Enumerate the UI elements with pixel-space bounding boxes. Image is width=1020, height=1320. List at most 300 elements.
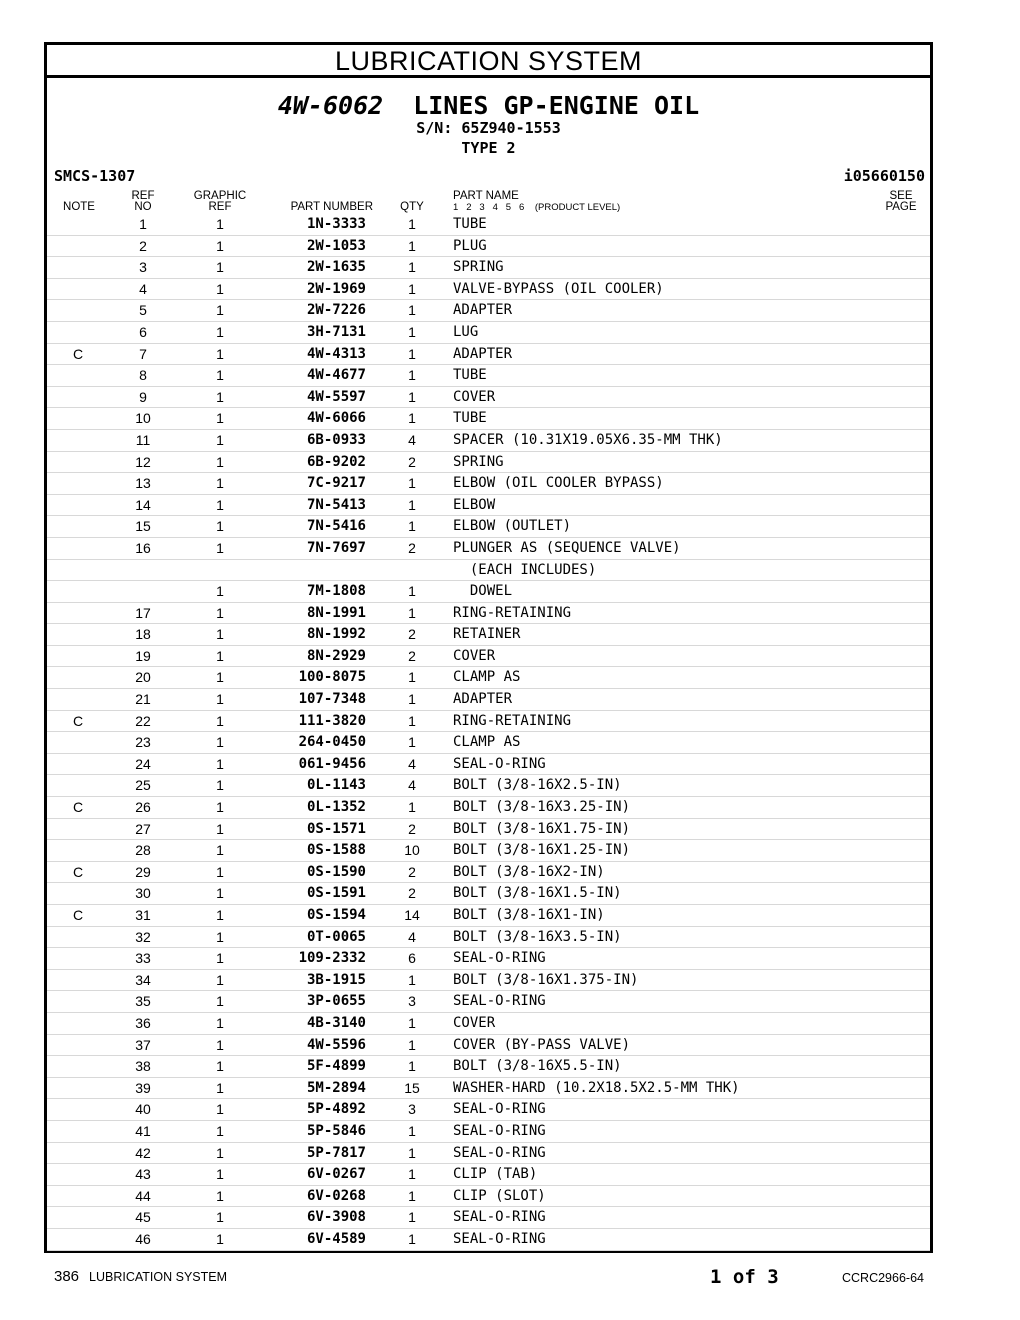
row-graphic-ref: 1 [216,1036,224,1053]
header-graphic-bottom: REF [208,201,232,213]
row-graphic-ref: 1 [216,280,224,297]
table-row [47,775,930,797]
row-qty: 2 [408,885,416,902]
row-part-number: 6V-3908 [306,1209,366,1226]
footer-doc-code: CCRC2966-64 [842,1271,924,1285]
row-ref-no: 39 [135,1079,151,1096]
row-ref-no: 42 [135,1144,151,1161]
row-part-number: 4W-5597 [306,388,366,405]
row-qty: 4 [408,755,416,772]
row-ref-no: 43 [135,1166,151,1183]
row-note: C [72,345,84,362]
row-qty: 1 [408,475,416,492]
table-row [47,1121,930,1143]
row-qty: 1 [408,1014,416,1031]
row-graphic-ref: 1 [216,1058,224,1075]
table-row [47,1078,930,1100]
row-graphic-ref: 1 [216,626,224,643]
table-row [47,905,930,927]
row-qty: 1 [408,604,416,621]
table-row [47,927,930,949]
row-ref-no: 12 [135,453,151,470]
row-qty: 1 [408,691,416,708]
row-ref-no: 18 [135,626,151,643]
row-part-number: 7N-5413 [306,496,366,513]
row-ref-no: 10 [135,410,151,427]
table-row [47,1035,930,1057]
header-part-name: PART NAME [453,190,519,202]
header-see-top: SEE [889,190,913,202]
row-part-name: ELBOW [453,496,496,513]
row-part-number: 6V-0268 [306,1187,366,1204]
row-qty: 1 [408,518,416,535]
row-graphic-ref: 1 [216,237,224,254]
row-ref-no: 6 [139,323,147,340]
row-ref-no: 32 [135,928,151,945]
row-graphic-ref: 1 [216,539,224,556]
table-row [47,214,930,236]
table-row [47,819,930,841]
table-row [47,516,930,538]
row-ref-no: 34 [135,971,151,988]
table-row [47,711,930,733]
table-row [47,948,930,970]
row-graphic-ref: 1 [216,302,224,319]
row-qty: 2 [408,539,416,556]
row-qty: 1 [408,280,416,297]
row-graphic-ref: 1 [216,216,224,232]
row-qty: 1 [408,1166,416,1183]
row-part-name: BOLT (3/8-16X2.5-IN) [453,777,622,794]
row-qty: 2 [408,820,416,837]
table-row [47,1207,930,1229]
row-graphic-ref: 1 [216,1187,224,1204]
row-part-number: 3H-7131 [306,323,366,340]
row-qty: 1 [408,345,416,362]
row-qty: 1 [408,712,416,729]
row-part-name: SPRING [453,453,504,470]
row-qty: 1 [408,1144,416,1161]
row-qty: 1 [408,302,416,319]
row-graphic-ref: 1 [216,604,224,621]
row-graphic-ref: 1 [216,928,224,945]
row-graphic-ref: 1 [216,712,224,729]
row-part-number: 7N-7697 [306,539,366,556]
row-part-number: 0S-1590 [306,863,366,880]
table-row [47,624,930,646]
row-part-number: 8N-1991 [306,604,366,621]
row-part-name: VALVE-BYPASS (OIL COOLER) [453,280,664,297]
row-part-name: PLUG [453,237,487,254]
table-row [47,430,930,452]
section-title: LUBRICATION SYSTEM [47,45,930,78]
row-part-number: 100-8075 [298,669,366,686]
row-ref-no: 37 [135,1036,151,1053]
row-graphic-ref: 1 [216,755,224,772]
table-row [47,991,930,1013]
row-ref-no: 25 [135,777,151,794]
table-row [47,862,930,884]
smcs-code: SMCS-1307 [54,167,136,185]
table-row [47,754,930,776]
row-ref-no: 28 [135,842,151,859]
header-graphic-top: GRAPHIC [193,190,247,202]
row-part-name: (EACH INCLUDES) [453,561,597,578]
row-part-number: 1N-3333 [306,216,366,232]
row-part-name: SEAL-O-RING [453,1101,546,1118]
row-part-number: 8N-1992 [306,626,366,643]
row-part-number: 0S-1591 [306,885,366,902]
row-ref-no: 33 [135,950,151,967]
table-row [47,236,930,258]
row-ref-no: 41 [135,1122,151,1139]
header-ref-bottom: NO [134,201,152,213]
row-part-number: 111-3820 [298,712,366,729]
serial-number: S/N: 65Z940-1553 [416,119,561,137]
row-part-number: 4W-4313 [306,345,366,362]
row-ref-no: 30 [135,885,151,902]
row-part-name: TUBE [453,216,487,232]
row-qty: 14 [404,907,420,923]
row-qty: 2 [408,647,416,664]
row-part-name: COVER [453,388,496,405]
table-row [47,408,930,430]
row-part-name: SEAL-O-RING [453,1122,546,1139]
row-graphic-ref: 1 [216,388,224,405]
row-ref-no: 14 [135,496,151,513]
row-part-number: 2W-1053 [306,237,366,254]
row-qty: 1 [408,1036,416,1053]
table-row [47,1056,930,1078]
row-part-number: 4B-3140 [306,1014,366,1031]
row-qty: 3 [408,1101,416,1118]
row-qty: 3 [408,993,416,1010]
row-ref-no: 24 [135,755,151,772]
row-part-number: 061-9456 [298,755,366,772]
row-qty: 2 [408,626,416,643]
row-qty: 4 [408,777,416,794]
row-ref-no: 11 [135,431,151,448]
row-part-number: 0S-1588 [306,842,366,859]
row-ref-no: 29 [135,863,151,880]
table-row [47,667,930,689]
row-graphic-ref: 1 [216,863,224,880]
table-row [47,322,930,344]
row-part-name: CLAMP AS [453,734,521,751]
row-part-name: SEAL-O-RING [453,1209,546,1226]
row-part-name: BOLT (3/8-16X1.75-IN) [453,820,631,837]
row-part-number: 4W-5596 [306,1036,366,1053]
row-part-name: SPRING [453,259,504,276]
table-row [47,1099,930,1121]
header-ref-top: REF [131,190,155,202]
table-row [47,689,930,711]
row-part-name: COVER [453,647,496,664]
table-row [47,1013,930,1035]
row-part-number: 2W-1969 [306,280,366,297]
row-qty: 6 [408,950,416,967]
row-graphic-ref: 1 [216,431,224,448]
table-row [47,883,930,905]
row-graphic-ref: 1 [216,820,224,837]
header-qty: QTY [400,201,424,213]
header-note: NOTE [63,201,95,213]
header-graphic [187,191,253,213]
row-part-name: BOLT (3/8-16X3.5-IN) [453,928,622,945]
row-qty: 1 [408,410,416,427]
table-row [47,646,930,668]
row-ref-no: 13 [135,475,151,492]
row-ref-no: 35 [135,993,151,1010]
row-graphic-ref: 1 [216,453,224,470]
row-ref-no: 40 [135,1101,151,1118]
row-qty: 1 [408,496,416,513]
row-graphic-ref: 1 [216,907,224,923]
table-row [47,732,930,754]
table-row [47,279,930,301]
row-graphic-ref: 1 [216,1230,224,1247]
row-graphic-ref: 1 [216,777,224,794]
row-part-name: SEAL-O-RING [453,755,546,772]
row-part-number: 0L-1143 [306,777,366,794]
row-part-number: 8N-2929 [306,647,366,664]
table-row [47,365,930,387]
row-part-number: 3P-0655 [306,993,366,1010]
row-ref-no: 4 [139,280,147,297]
row-qty: 2 [408,453,416,470]
table-row [47,257,930,279]
row-part-number: 264-0450 [298,734,366,751]
row-part-name: WASHER-HARD (10.2X18.5X2.5-MM THK) [453,1079,740,1096]
footer-left [54,1268,227,1285]
row-ref-no: 46 [135,1230,151,1247]
row-qty: 1 [408,971,416,988]
row-part-name: TUBE [453,367,487,384]
table-row [47,452,930,474]
row-part-name: RING-RETAINING [453,712,572,729]
parts-list [47,214,930,1251]
row-part-number: 2W-1635 [306,259,366,276]
row-ref-no: 9 [139,388,147,405]
table-row [47,1186,930,1208]
group-heading [47,91,930,120]
row-part-name: CLIP (SLOT) [453,1187,546,1204]
row-graphic-ref: 1 [216,1122,224,1139]
row-part-number: 109-2332 [298,950,366,967]
table-row [47,797,930,819]
row-part-name: BOLT (3/8-16X1.375-IN) [453,971,639,988]
row-part-name: BOLT (3/8-16X1-IN) [453,907,605,923]
row-qty: 1 [408,669,416,686]
table-row [47,1229,930,1251]
row-graphic-ref: 1 [216,583,224,600]
row-part-name: TUBE [453,410,487,427]
row-note: C [72,712,84,729]
row-note: C [72,863,84,880]
row-part-name: COVER (BY-PASS VALVE) [453,1036,631,1053]
row-part-number: 5M-2894 [306,1079,366,1096]
row-graphic-ref: 1 [216,518,224,535]
row-ref-no: 45 [135,1209,151,1226]
row-qty: 1 [408,1122,416,1139]
row-qty: 1 [408,1230,416,1247]
row-graphic-ref: 1 [216,367,224,384]
row-part-number: 5P-5846 [306,1122,366,1139]
table-row [47,1164,930,1186]
row-part-name: SEAL-O-RING [453,993,546,1010]
row-part-number: 7M-1808 [306,583,366,600]
table-row [47,603,930,625]
table-row [47,387,930,409]
row-part-number: 0S-1594 [306,907,366,923]
footer-page-of: 1 of 3 [710,1266,779,1288]
row-graphic-ref: 1 [216,1101,224,1118]
row-part-name: SPACER (10.31X19.05X6.35-MM THK) [453,431,723,448]
row-part-number: 4W-4677 [306,367,366,384]
illustration-id: i05660150 [843,167,925,185]
row-part-name: SEAL-O-RING [453,950,546,967]
row-graphic-ref: 1 [216,647,224,664]
group-number: 4W-6062 [277,91,384,120]
row-part-name: BOLT (3/8-16X5.5-IN) [453,1058,622,1075]
row-graphic-ref: 1 [216,669,224,686]
table-row [47,1143,930,1165]
row-part-number: 6V-0267 [306,1166,366,1183]
row-part-name: DOWEL [453,583,513,600]
row-qty: 1 [408,799,416,816]
type-label: TYPE 2 [461,139,516,157]
row-qty: 1 [408,1058,416,1075]
row-part-name: RING-RETAINING [453,604,572,621]
table-row [47,970,930,992]
header-part-number: PART NUMBER [290,201,373,213]
row-part-name: ELBOW (OIL COOLER BYPASS) [453,475,664,492]
row-ref-no: 17 [135,604,151,621]
row-part-name: CLIP (TAB) [453,1166,538,1183]
row-part-name: SEAL-O-RING [453,1144,546,1161]
row-ref-no: 5 [139,302,147,319]
row-graphic-ref: 1 [216,971,224,988]
row-graphic-ref: 1 [216,496,224,513]
row-qty: 1 [408,388,416,405]
row-qty: 10 [404,842,420,859]
row-graphic-ref: 1 [216,799,224,816]
row-note: C [72,799,84,816]
row-part-name: COVER [453,1014,496,1031]
row-part-number: 7N-5416 [306,518,366,535]
row-ref-no: 22 [135,712,151,729]
row-part-number: 7C-9217 [306,475,366,492]
table-row [47,581,930,603]
row-ref-no: 1 [139,216,147,232]
row-part-number: 6B-9202 [306,453,366,470]
row-part-name: ADAPTER [453,345,513,362]
row-graphic-ref: 1 [216,410,224,427]
row-ref-no: 7 [139,345,147,362]
row-qty: 1 [408,1187,416,1204]
row-part-number: 5P-4892 [306,1101,366,1118]
footer-section: LUBRICATION SYSTEM [89,1270,228,1284]
row-graphic-ref: 1 [216,1166,224,1183]
row-ref-no: 8 [139,367,147,384]
row-part-name: RETAINER [453,626,521,643]
row-qty: 1 [408,323,416,340]
row-ref-no: 27 [135,820,151,837]
table-row [47,560,930,582]
row-ref-no: 16 [135,539,151,556]
row-ref-no: 3 [139,259,147,276]
row-part-number: 4W-6066 [306,410,366,427]
row-part-number: 0L-1352 [306,799,366,816]
row-qty: 1 [408,734,416,751]
group-name: LINES GP-ENGINE OIL [413,91,700,120]
table-row [47,300,930,322]
header-ref [127,191,159,213]
row-part-name: ADAPTER [453,302,513,319]
row-graphic-ref: 1 [216,1079,224,1096]
row-qty: 4 [408,431,416,448]
row-part-number: 0T-0065 [306,928,366,945]
row-part-name: ADAPTER [453,691,513,708]
header-see-bottom: PAGE [885,201,917,213]
row-note: C [72,907,84,923]
table-row [47,840,930,862]
row-ref-no: 26 [135,799,151,816]
table-row [47,538,930,560]
row-ref-no: 21 [135,691,151,708]
table-row [47,344,930,366]
row-ref-no: 15 [135,518,151,535]
row-part-number: 107-7348 [298,691,366,708]
row-part-name: BOLT (3/8-16X1.25-IN) [453,842,631,859]
row-qty: 4 [408,928,416,945]
row-graphic-ref: 1 [216,842,224,859]
row-graphic-ref: 1 [216,259,224,276]
row-graphic-ref: 1 [216,950,224,967]
row-graphic-ref: 1 [216,734,224,751]
row-graphic-ref: 1 [216,323,224,340]
row-graphic-ref: 1 [216,1209,224,1226]
row-part-number: 5P-7817 [306,1144,366,1161]
row-graphic-ref: 1 [216,691,224,708]
row-qty: 1 [408,237,416,254]
row-part-number: 6V-4589 [306,1230,366,1247]
row-qty: 2 [408,863,416,880]
row-ref-no: 20 [135,669,151,686]
row-part-name: LUG [453,323,479,340]
row-part-number: 3B-1915 [306,971,366,988]
row-graphic-ref: 1 [216,475,224,492]
row-part-number: 0S-1571 [306,820,366,837]
row-part-name: BOLT (3/8-16X2-IN) [453,863,605,880]
row-qty: 1 [408,367,416,384]
row-graphic-ref: 1 [216,1014,224,1031]
row-ref-no: 36 [135,1014,151,1031]
row-part-name: CLAMP AS [453,669,521,686]
row-part-name: PLUNGER AS (SEQUENCE VALVE) [453,539,681,556]
row-qty: 15 [404,1079,420,1096]
table-row [47,495,930,517]
row-ref-no: 38 [135,1058,151,1075]
row-part-name: BOLT (3/8-16X1.5-IN) [453,885,622,902]
row-ref-no: 31 [135,907,151,923]
row-qty: 1 [408,259,416,276]
header-see-page [883,191,919,213]
row-part-number: 2W-7226 [306,302,366,319]
row-qty: 1 [408,1209,416,1226]
row-graphic-ref: 1 [216,993,224,1010]
row-qty: 1 [408,216,416,232]
